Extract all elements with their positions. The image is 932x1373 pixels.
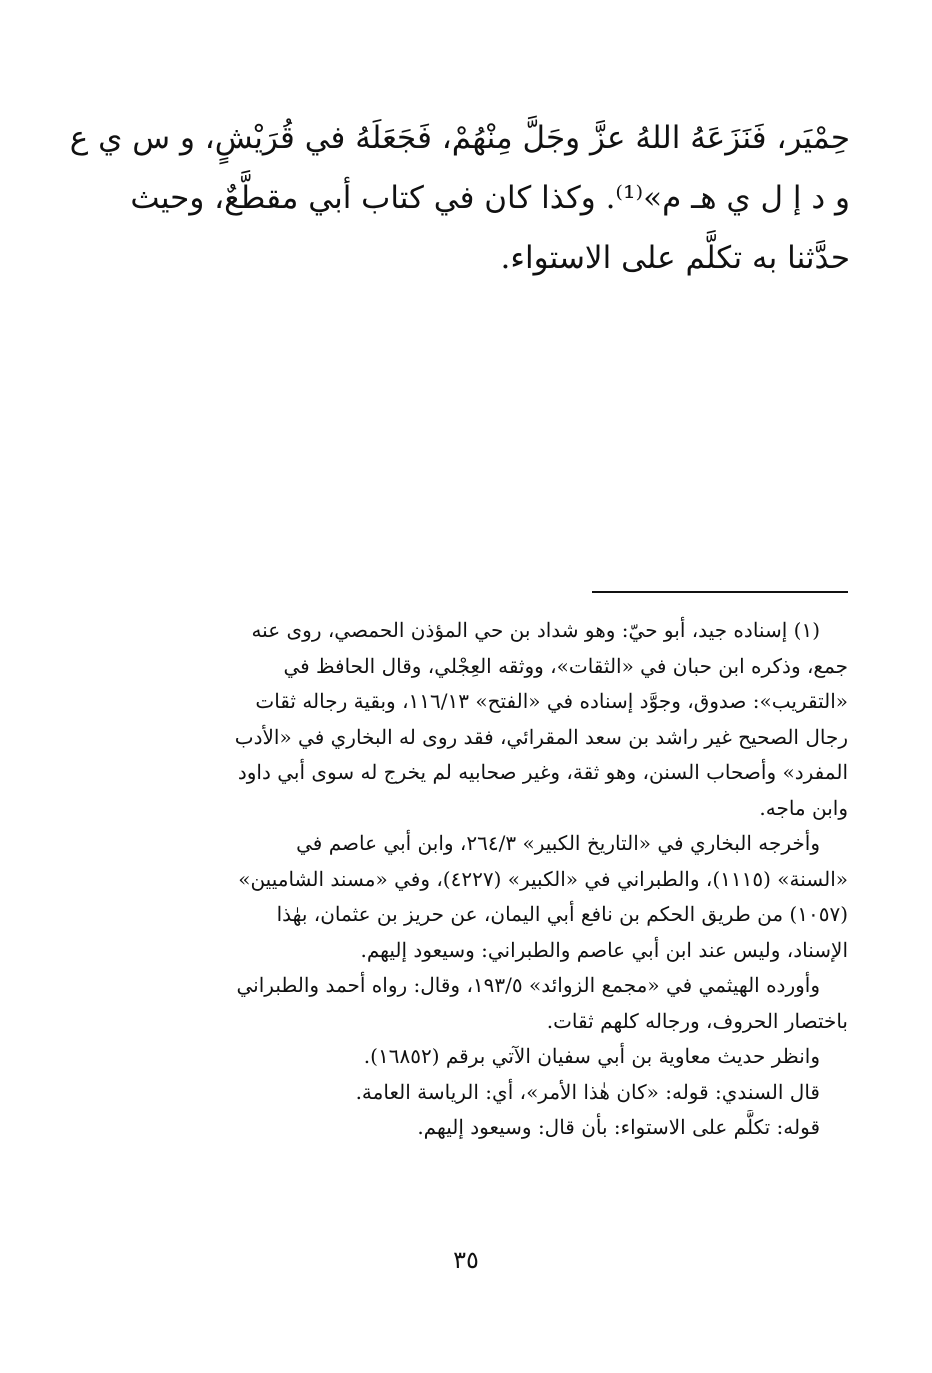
main-text-block <box>69 108 850 288</box>
footnote-line: رجال الصحيح غير راشد بن سعد المقرائي، فقد روى له البخاري في «الأدب <box>234 724 848 749</box>
footnote-line: المفرد» وأصحاب السنن، وهو ثقة، وغير صحابيه لم يخرج له سوى أبي داود <box>237 760 848 784</box>
page-number: ٣٥ <box>453 1246 479 1274</box>
main-text-line: و د إ ل ي هـ م»⁽¹⁾. وكذا كان في كتاب أبي مقطَّعٌ، وحيث <box>130 180 850 216</box>
footnote-line: جمع، وذكره ابن حبان في «الثقات»، ووثقه العِجْلي، وقال الحافظ في <box>283 653 848 678</box>
footnote-line: «السنة» (١١١٥)، والطبراني في «الكبير» (٤٢٢٧)، وفي «مسند الشاميين» <box>238 866 848 891</box>
footnote-line: (١٠٥٧) من طريق الحكم بن نافع أبي اليمان، عن حريز بن عثمان، بهٰذا <box>276 902 848 926</box>
footnotes-block <box>136 613 848 1146</box>
footnote-line: وابن ماجه. <box>759 795 848 820</box>
main-text-line: حِمْيَر، فَنَزَعَهُ اللهُ عزَّ وجَلَّ مِنْهُمْ، فَجَعَلَهُ في قُرَيْشٍ، و س ي ع <box>69 120 850 156</box>
footnote-line: باختصار الحروف، ورجاله كلهم ثقات. <box>546 1008 848 1033</box>
footnote-separator <box>592 591 848 593</box>
footnote-line: وأخرجه البخاري في «التاريخ الكبير» ٢٦٤/٣، وابن أبي عاصم في <box>296 831 820 855</box>
footnote-line: وانظر حديث معاوية بن أبي سفيان الآتي برقم (١٦٨٥٢). <box>363 1044 820 1068</box>
main-text-line: حدَّثنا به تكلَّم على الاستواء. <box>500 240 850 276</box>
footnote-line: وأورده الهيثمي في «مجمع الزوائد» ١٩٣/٥، وقال: رواه أحمد والطبراني <box>236 973 820 997</box>
footnote-line: الإسناد، وليس عند ابن أبي عاصم والطبراني: وسيعود إليهم. <box>360 937 848 962</box>
footnote-line: (١) إسناده جيد، أبو حيّ: وهو شداد بن حي المؤذن الحمصي، روى عنه <box>251 618 820 642</box>
footnote-line: «التقريب»: صدوق، وجوَّد إسناده في «الفتح» ١١٦/١٣، وبقية رجاله ثقات <box>255 689 848 713</box>
footnote-line: قوله: تكلَّم على الاستواء: بأن قال: وسيعود إليهم. <box>417 1115 820 1139</box>
footnote-line: قال السندي: قوله: «كان هٰذا الأمر»، أي: الرياسة العامة. <box>355 1079 820 1104</box>
